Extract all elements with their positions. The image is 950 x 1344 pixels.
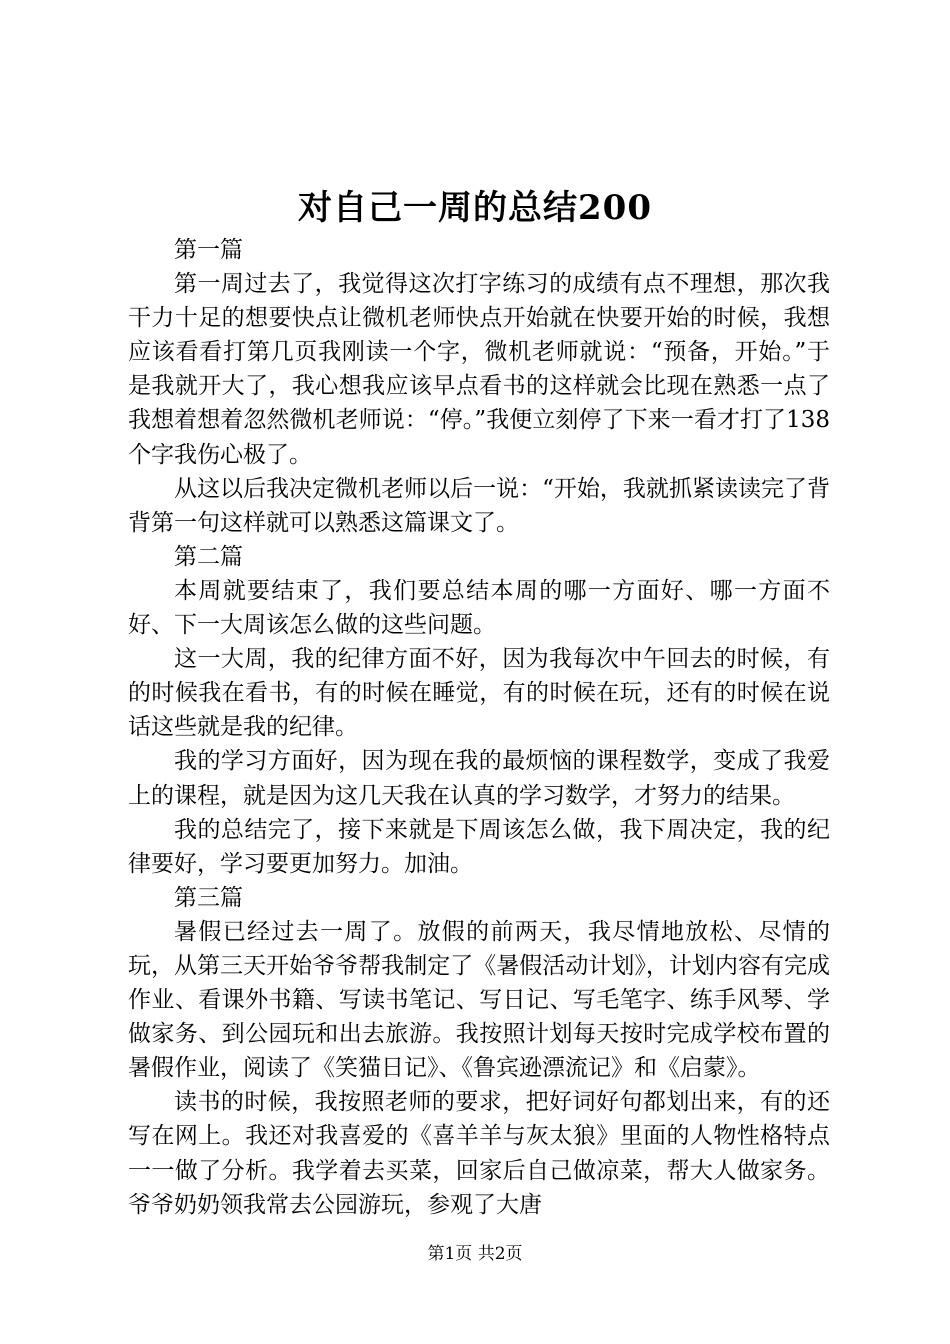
paragraph: 暑假已经过去一周了。放假的前两天，我尽情地放松、尽情的玩，从第三天开始爷爷帮我制定了《暑假活动计划》，计划内容有完成作业、看课外书籍、写读书笔记、写日记、写毛笔字、练手风琴、学做家务、到公园玩和出去旅游。我按照计划每天按时完成学校布置的暑假作业，阅读了《笑猫日记》、《鲁宾逊漂流记》和《启蒙》。 [128,918,830,1082]
paragraph: 本周就要结束了，我们要总结本周的哪一方面好、哪一方面不好、下一大周该怎么做的这些问题。 [128,577,830,639]
paragraph: 这一大周，我的纪律方面不好，因为我每次中午回去的时候，有的时候我在看书，有的时候在睡觉，有的时候在玩，还有的时候在说话这些就是我的纪律。 [128,646,830,741]
page-footer: 第1页 共2页 [427,1244,523,1264]
section-heading: 第二篇 [174,543,243,570]
section-heading: 第一篇 [174,237,243,263]
paragraph: 我的学习方面好，因为现在我的最烦恼的课程数学，变成了我爱上的课程，就是因为这几天我在认真的学习数学，才努力的结果。 [128,748,830,809]
document-title: 对自己一周的总结200 [298,188,652,228]
document-body [128,233,830,1222]
section-heading: 第三篇 [174,884,243,911]
paragraph: 我的总结完了，接下来就是下周该怎么做，我下周决定，我的纪律要好，学习要更加努力。加油。 [128,816,830,877]
paragraph: 第一周过去了，我觉得这次打字练习的成绩有点不理想，那次我干力十足的想要快点让微机老师快点开始就在快要开始的时候，我想应该看看打第几页我刚读一个字，微机老师就说：“预备，开始。”于是我就开大了，我心想我应该早点看书的这样就会比现在熟悉一点了我想着想着忽然微机老师说：“停。”我便立刻停了下来一看才打了138个字我伤心极了。 [128,271,830,468]
paragraph: 从这以后我决定微机老师以后一说：“开始，我就抓紧读读完了背背第一句这样就可以熟悉这篇课文了。 [128,475,830,536]
paragraph: 读书的时候，我按照老师的要求，把好词好句都划出来，有的还写在网上。我还对我喜爱的《喜羊羊与灰太狼》里面的人物性格特点一一做了分析。我学着去买菜，回家后自己做凉菜，帮大人做家务。爷爷奶奶领我常去公园游玩，参观了大唐 [128,1089,830,1218]
